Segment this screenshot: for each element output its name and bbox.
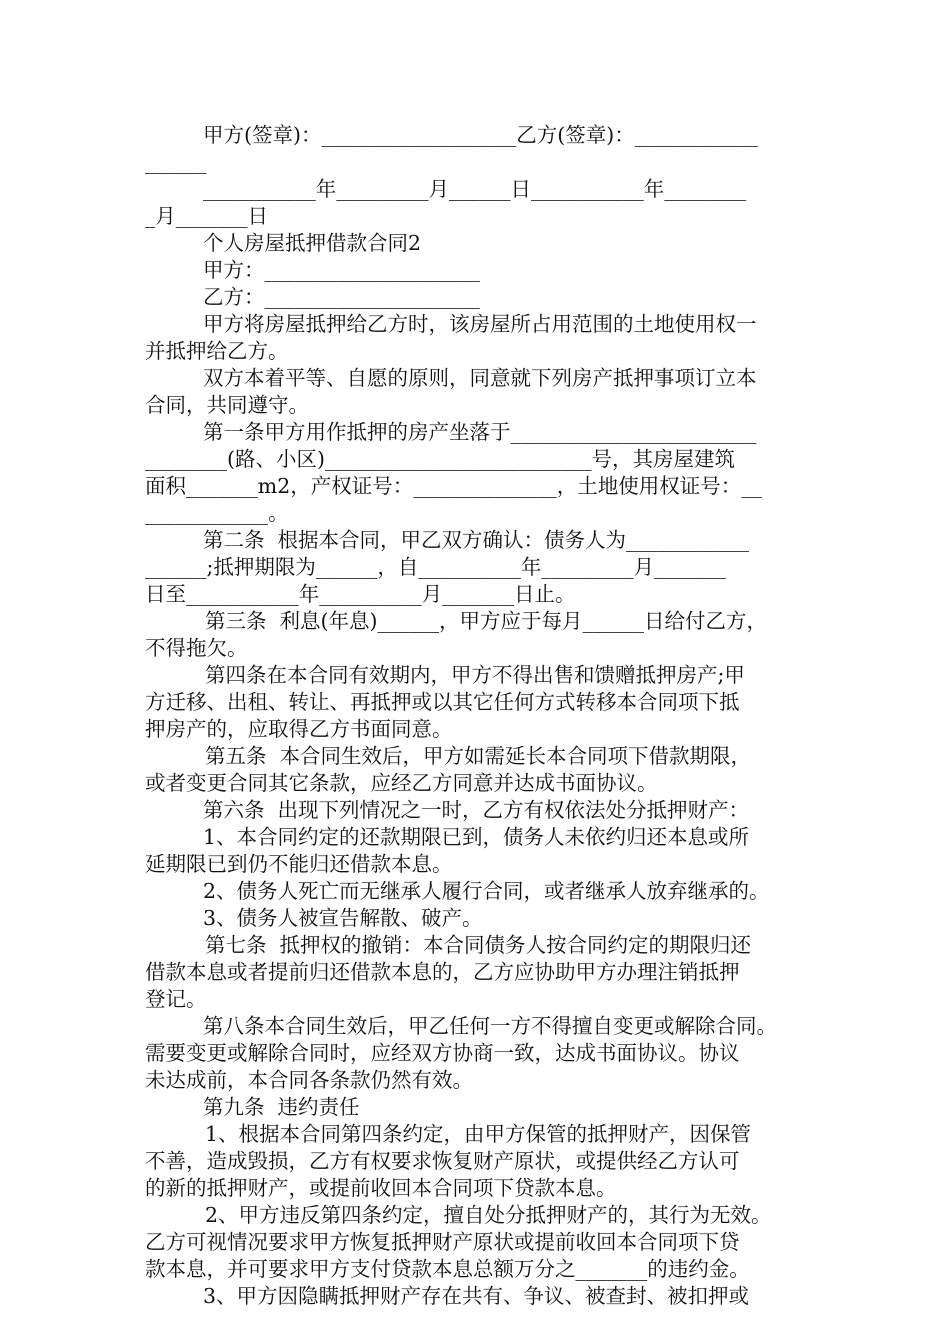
text-line: ____________。: [145, 501, 289, 525]
text-line: 或者变更合同其它条款，应经乙方同意并达成书面协议。: [145, 771, 658, 795]
text-line: 双方本着平等、自愿的原则，同意就下列房产抵押事项订立本: [203, 366, 757, 390]
text-line: 第七条 抵押权的撤销：本合同债务人按合同约定的期限归还: [205, 933, 752, 957]
text-line: 押房产的，应取得乙方书面同意。: [145, 717, 453, 741]
text-line: 3、甲方因隐瞒抵押财产存在共有、争议、被查封、被扣押或: [203, 1284, 750, 1308]
text-line: 借款本息或者提前归还借款本息的，乙方应协助甲方办理注销抵押: [145, 960, 740, 984]
text-line: _月_______日: [145, 204, 268, 228]
text-line: 面积_______m2，产权证号：______________，土地使用权证号：__: [145, 474, 762, 498]
text-line: 乙方：_____________________: [203, 285, 480, 309]
text-line: ______;抵押期限为______，自__________年_________月_______: [145, 555, 726, 579]
text-line: 不善，造成毁损，乙方有权要求恢复财产原状，或提供经乙方认可: [145, 1149, 740, 1173]
text-line: 需要变更或解除合同时，应经双方协商一致，达成书面协议。协议: [145, 1041, 740, 1065]
document-page: [145, 122, 807, 1310]
text-line: 不得拖欠。: [145, 636, 248, 660]
text-line: 个人房屋抵押借款合同2: [203, 231, 422, 255]
text-line: 第八条本合同生效后，甲乙任何一方不得擅自变更或解除合同。: [203, 1014, 777, 1038]
text-line: 第四条在本合同有效期内，甲方不得出售和馈赠抵押房产;甲: [205, 663, 745, 687]
text-line: 3、债务人被宣告解散、破产。: [203, 906, 483, 930]
text-line: 延期限已到仍不能归还借款本息。: [145, 852, 453, 876]
text-line: 第三条 利息(年息)______，甲方应于每月______日给付乙方，: [205, 609, 768, 633]
text-line: 未达成前，本合同各条款仍然有效。: [145, 1068, 473, 1092]
text-line: ______: [145, 150, 207, 174]
text-line: ___________年_________月______日___________年________: [203, 177, 747, 201]
text-line: 并抵押给乙方。: [145, 339, 289, 363]
text-line: 乙方可视情况要求甲方恢复抵押财产原状或提前收回本合同项下贷: [145, 1230, 740, 1254]
text-line: 1、根据本合同第四条约定，由甲方保管的抵押财产，因保管: [205, 1122, 752, 1146]
text-line: ________(路、小区)__________________________号，其房屋建筑: [145, 447, 735, 471]
text-line: 甲方将房屋抵押给乙方时，该房屋所占用范围的土地使用权一: [203, 312, 757, 336]
text-line: 1、本合同约定的还款期限已到，债务人未依约归还本息或所: [203, 825, 750, 849]
text-line: 方迁移、出租、转让、再抵押或以其它任何方式转移本合同项下抵: [145, 690, 740, 714]
text-line: 第一条甲方用作抵押的房产坐落于________________________: [203, 420, 757, 444]
text-line: 2、债务人死亡而无继承人履行合同，或者继承人放弃继承的。: [203, 879, 770, 903]
text-line: 第九条 违约责任: [203, 1095, 360, 1119]
text-line: 2、甲方违反第四条约定，擅自处分抵押财产的，其行为无效。: [205, 1203, 772, 1227]
text-line: 第六条 出现下列情况之一时，乙方有权依法处分抵押财产：: [203, 798, 750, 822]
text-line: 甲方：_____________________: [203, 258, 480, 282]
text-line: 款本息，并可要求甲方支付贷款本息总额万分之_______的违约金。: [145, 1257, 750, 1281]
text-line: 的新的抵押财产，或提前收回本合同项下贷款本息。: [145, 1176, 617, 1200]
text-line: 第二条 根据本合同，甲乙双方确认：债务人为____________: [203, 528, 750, 552]
text-line: 第五条 本合同生效后，甲方如需延长本合同项下借款期限，: [205, 744, 752, 768]
text-line: 合同，共同遵守。: [145, 393, 309, 417]
text-line: 日至___________年__________月_______日止。: [145, 582, 576, 606]
text-line: 甲方(签章)：___________________乙方(签章)：____________: [203, 123, 758, 147]
text-line: 登记。: [145, 987, 207, 1011]
